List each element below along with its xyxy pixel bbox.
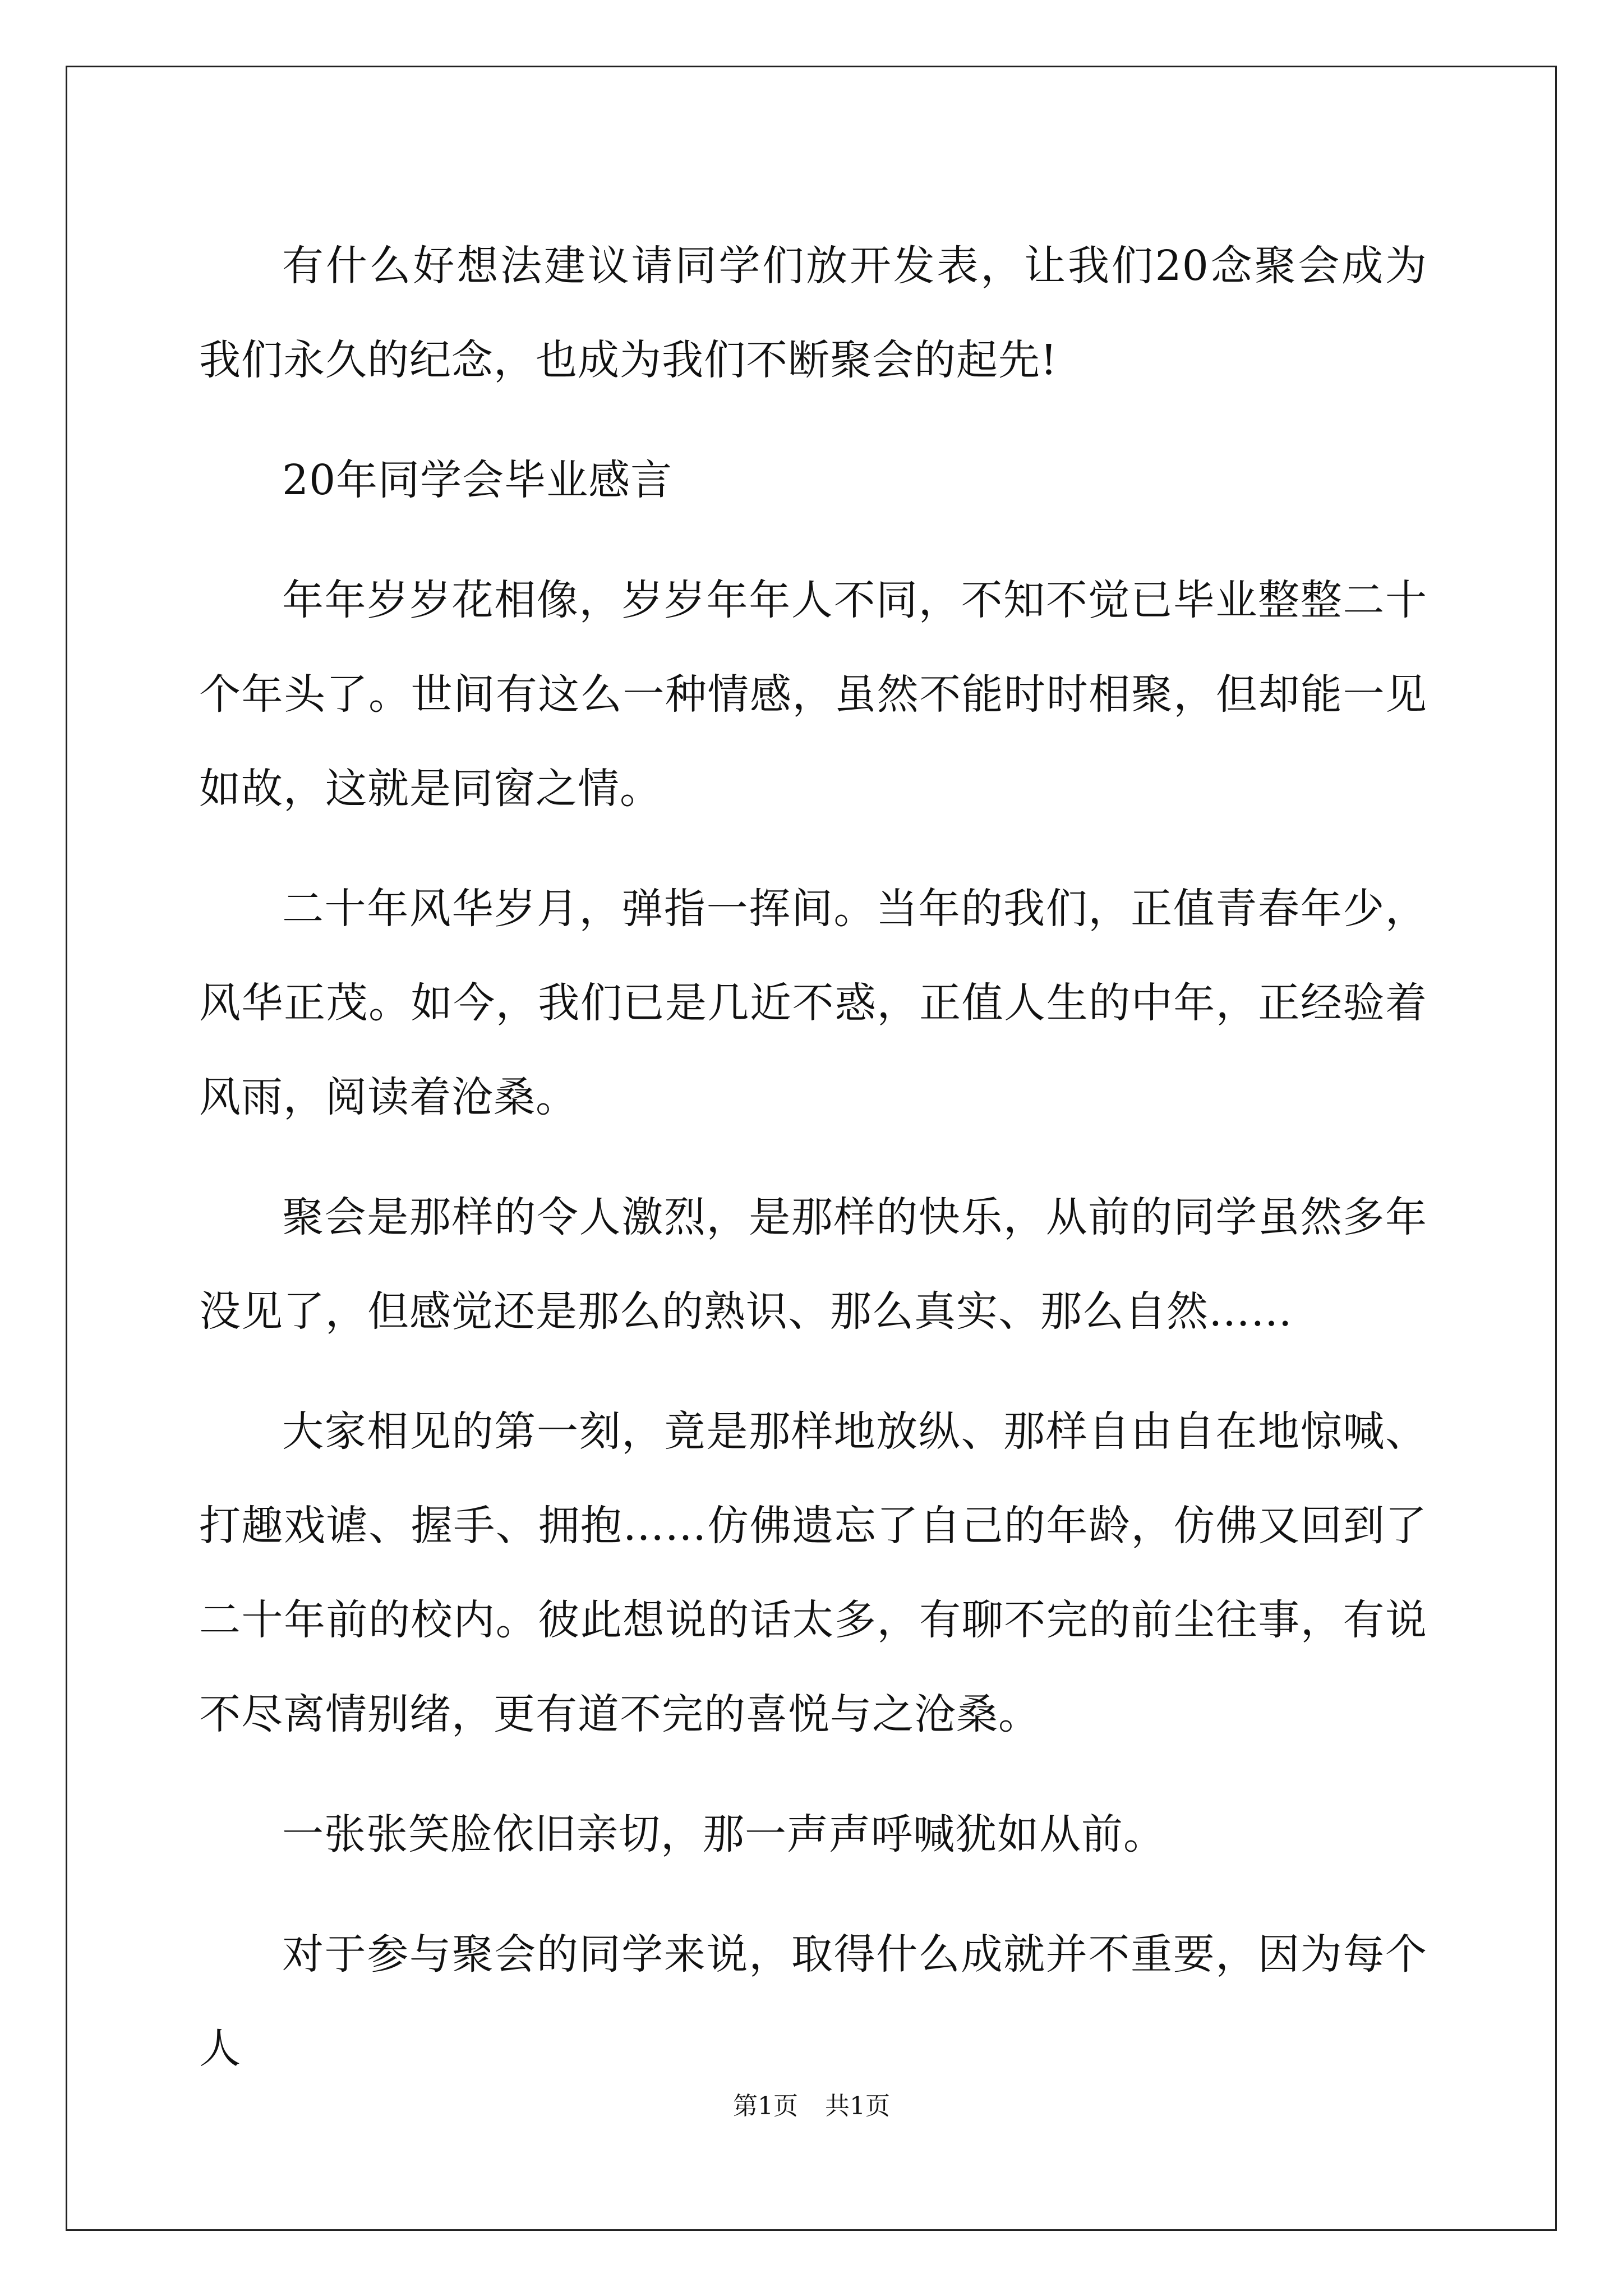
paragraph-3: 二十年风华岁月，弹指一挥间。当年的我们，正值青春年少，风华正茂。如今，我们已是几近不惑，正值人生的中年，正经验着风雨，阅读着沧桑。 [199,885,1427,1121]
page-number-current: 第1页 [733,2092,798,2120]
paragraph-2: 年年岁岁花相像，岁岁年年人不同，不知不觉已毕业整整二十个年头了。世间有这么一种情感，虽然不能时时相聚，但却能一见如故，这就是同窗之情。 [199,576,1427,813]
paragraph-1: 有什么好想法建议请同学们放开发表，让我们20念聚会成为我们永久的纪念，也成为我们不断聚会的起先! [199,242,1427,384]
paragraph-5: 大家相见的第一刻，竟是那样地放纵、那样自由自在地惊喊、打趣戏谑、握手、拥抱……仿佛遗忘了自己的年龄，仿佛又回到了二十年前的校内。彼此想说的话太多，有聊不完的前尘往事，有说不尽离情别绪，更有道不完的喜悦与之沧桑。 [199,1407,1427,1738]
page-footer [0,2090,1623,2123]
paragraph-6: 一张张笑脸依旧亲切，那一声声呼喊犹如从前。 [282,1810,1165,1858]
document-body [199,219,1427,2096]
paragraph-4: 聚会是那样的令人激烈，是那样的快乐，从前的同学虽然多年没见了，但感觉还是那么的熟识、那么真实、那么自然…… [199,1193,1427,1336]
section-heading: 20年同学会毕业感言 [282,456,673,504]
paragraph-7: 对于参与聚会的同学来说，取得什么成就并不重要，因为每个人 [199,1930,1427,2073]
page-number-total: 共1页 [825,2092,890,2120]
